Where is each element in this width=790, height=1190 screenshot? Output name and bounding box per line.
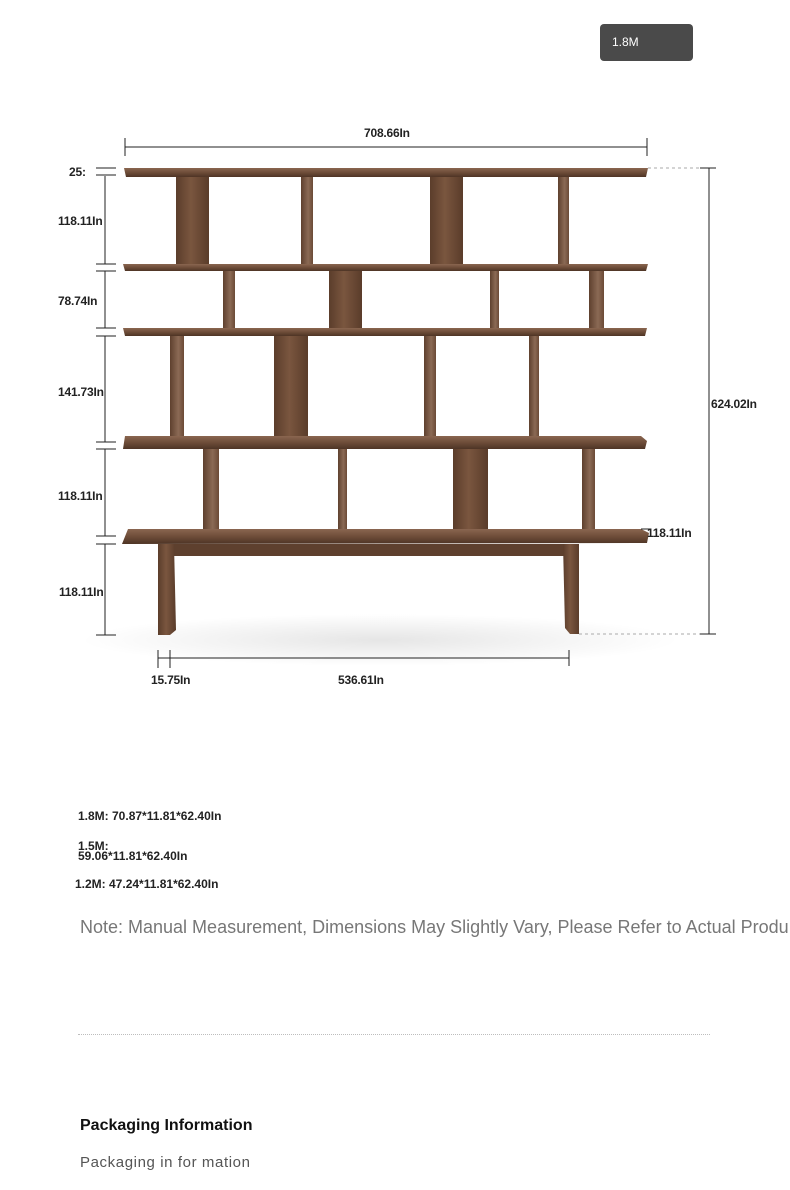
divider-board <box>558 176 569 266</box>
divider-board <box>589 270 604 331</box>
row1-height-label: 118.11In <box>58 214 103 228</box>
divider-board <box>223 270 235 331</box>
spec-1-5m-label: 1.5M: <box>78 839 109 853</box>
divider-board <box>490 270 499 331</box>
bench-apron <box>172 544 572 556</box>
total-width-label: 708.66In <box>364 126 410 140</box>
packaging-subtitle: Packaging in for mation <box>80 1154 251 1171</box>
row3-height-label: 141.73In <box>58 385 104 399</box>
divider-panel <box>176 176 209 266</box>
divider-panel <box>274 336 308 442</box>
extension-lines <box>579 168 700 634</box>
depth-label: 118.11In <box>647 526 692 540</box>
measurement-note: Note: Manual Measurement, Dimensions May Slightly Vary, Please Refer to Actual Produ <box>80 917 789 937</box>
divider-board <box>529 336 539 442</box>
leg-span-label: 536.61In <box>338 673 384 687</box>
spec-1-8m: 1.8M: 70.87*11.81*62.40In <box>78 809 222 823</box>
section-divider <box>78 1034 710 1035</box>
leg-width-label: 15.75In <box>151 673 191 687</box>
divider-board <box>301 176 313 266</box>
divider-panel <box>329 270 362 331</box>
divider-board <box>424 336 436 442</box>
divider-panel <box>453 449 488 539</box>
size-selector-button[interactable]: 1.8M <box>600 24 693 61</box>
shelf-top <box>124 168 648 177</box>
divider-board <box>338 449 347 539</box>
total-height-label: 624.02In <box>711 397 757 411</box>
divider-board <box>170 336 184 442</box>
bench-leg-right <box>563 544 579 634</box>
divider-panel <box>430 176 463 266</box>
divider-board <box>582 449 595 539</box>
shelf <box>123 328 647 336</box>
bench-leg-left <box>158 544 176 635</box>
shelf <box>123 264 648 271</box>
spec-1-5m-value: 59.06*11.81*62.40In <box>78 849 188 863</box>
spec-1-2m: 1.2M: 47.24*11.81*62.40In <box>75 877 219 891</box>
packaging-title: Packaging Information <box>80 1117 253 1134</box>
top-thickness-label: 25: <box>69 165 86 179</box>
row2-height-label: 78.74In <box>58 294 98 308</box>
shelf <box>123 436 647 449</box>
divider-board <box>203 449 219 539</box>
shelf-base <box>122 529 649 544</box>
row4-height-label: 118.11In <box>58 489 103 503</box>
row5-height-label: 118.11In <box>59 585 104 599</box>
